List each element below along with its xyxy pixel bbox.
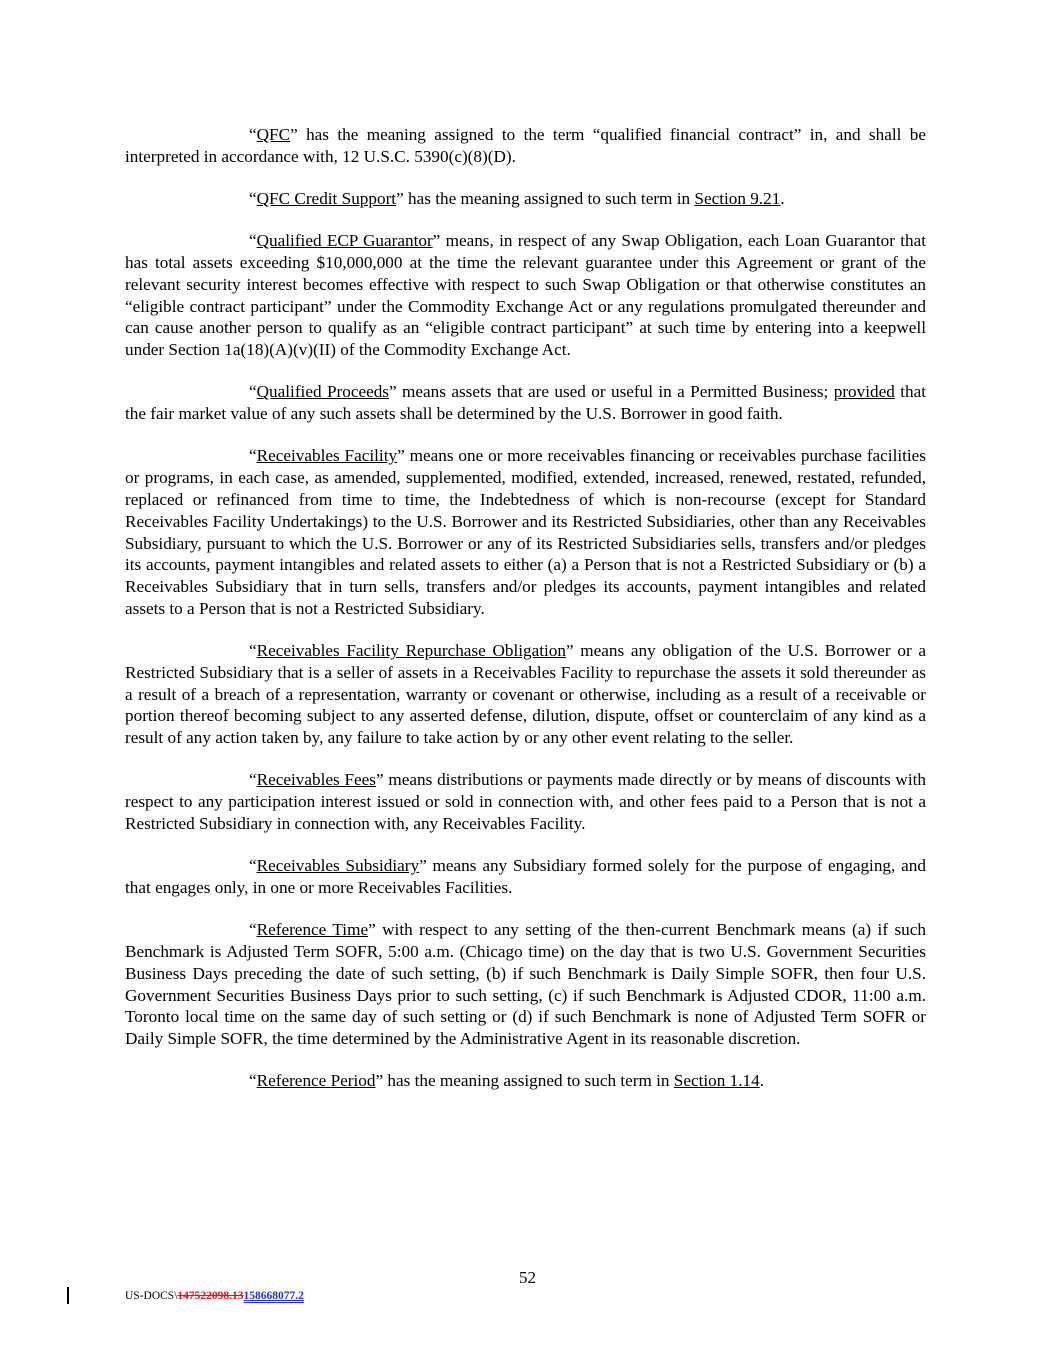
definition-text: ” means any Subsidiary formed solely for the purpose of engaging, and that engages only, in one or more Receivables Facilities. bbox=[125, 856, 926, 898]
definition-qfc: “QFC” has the meaning assigned to the term “qualified financial contract” in, and shall be interpreted in accordance with, 12 U.S.C. 5390(c)(8)(D). bbox=[125, 125, 926, 166]
document-footer-id bbox=[125, 1289, 304, 1303]
definition-qualified-ecp-guarantor: “Qualified ECP Guarantor” means, in respect of any Swap Obligation, each Loan Guarantor that has total assets exceeding $10,000,000 at the time the relevant guarantee under this Agreement or grant of the relevant security interest becomes effective with respect to such Swap Obligation or that otherwise constitutes an “eligible contract participant” under the Commodity Exchange Act or any regulations promulgated thereunder and can cause another person to qualify as an “eligible contract participant” at such time by entering into a keepwell under Section 1a(18)(A)(v)(II) of the Commodity Exchange Act. bbox=[125, 231, 926, 360]
definition-reference-period: “Reference Period” has the meaning assigned to such term in Section 1.14. bbox=[249, 1071, 765, 1091]
definition-text: that the fair market value of any such assets shall be determined by the U.S. Borrower in good faith. bbox=[125, 382, 926, 424]
definition-receivables-facility: “Receivables Facility” means one or more receivables financing or receivables purchase facilities or programs, in each case, as amended, supplemented, modified, extended, increased, renewed, restated, refunded, replaced or refinanced from time to time, the Indebtedness of which is non-recourse (except for Standard Receivables Facility Undertakings) to the U.S. Borrower and its Restricted Subsidiaries, other than any Receivables Subsidiary, pursuant to which the U.S. Borrower or any of its Restricted Subsidiaries sells, transfers and/or pledges its accounts, payment intangibles and related assets to either (a) a Person that is not a Restricted Subsidiary or (b) a Receivables Subsidiary that in turn sells, transfers and/or pledges its accounts, payment intangibles and related assets to a Person that is not a Restricted Subsidiary. bbox=[125, 446, 926, 618]
document-body bbox=[125, 124, 926, 1113]
defined-term: Receivables Subsidiary bbox=[256, 856, 420, 876]
defined-term: Reference Period bbox=[256, 1071, 376, 1091]
defined-term: Receivables Fees bbox=[256, 770, 376, 790]
definition-text: ” with respect to any setting of the then-current Benchmark means (a) if such Benchmark is Adjusted Term SOFR, 5:00 a.m. (Chicago time) on the day that is two U.S. Government Securities Business Days preceding the date of such setting, (b) if such Benchmark is Daily Simple SOFR, then four U.S. Government Securities Business Days prior to such setting, (c) if such Benchmark is Adjusted CDOR, 11:00 a.m. Toronto local time on the same day of such setting or (d) if such Benchmark is none of Adjusted Term SOFR or Daily Simple SOFR, the time determined by the Administrative Agent in its reasonable discretion. bbox=[125, 920, 926, 1049]
definition-text: ” has the meaning assigned to the term “qualified financial contract” in, and shall be interpreted in accordance with, 12 U.S.C. 5390(c)(8)(D). bbox=[125, 125, 926, 166]
definition-text: . bbox=[759, 1071, 765, 1091]
defined-term: Qualified Proceeds bbox=[256, 382, 389, 402]
defined-term: Reference Time bbox=[256, 920, 369, 940]
defined-term: Qualified ECP Guarantor bbox=[256, 231, 433, 251]
proviso-term: provided bbox=[833, 382, 895, 402]
definition-text: ” means assets that are used or useful in a Permitted Business; bbox=[389, 382, 834, 402]
page-number: 52 bbox=[519, 1268, 536, 1287]
definition-reference-time: “Reference Time” with respect to any setting of the then-current Benchmark means (a) if such Benchmark is Adjusted Term SOFR, 5:00 a.m. (Chicago time) on the day that is two U.S. Government Securities Business Days preceding the date of such setting, (b) if such Benchmark is Daily Simple SOFR, then four U.S. Government Securities Business Days prior to such setting, (c) if such Benchmark is Adjusted CDOR, 11:00 a.m. Toronto local time on the same day of such setting or (d) if such Benchmark is none of Adjusted Term SOFR or Daily Simple SOFR, the time determined by the Administrative Agent in its reasonable discretion. bbox=[125, 920, 926, 1049]
defined-term: Receivables Facility Repurchase Obligation bbox=[256, 641, 566, 661]
defined-term: Receivables Facility bbox=[256, 446, 398, 466]
definition-text: ” means any obligation of the U.S. Borrower or a Restricted Subsidiary that is a seller of assets in a Receivables Facility to repurchase the assets it sold thereunder as a result of a breach of a representation, warranty or covenant or otherwise, including as a result of a receivable or portion thereof becoming subject to any asserted defense, dilution, dispute, offset or counterclaim of any kind as a result of any action taken by, any failure to take action by or any other event relating to the seller. bbox=[125, 641, 926, 748]
footer-prefix: US-DOCS\ bbox=[125, 1290, 178, 1302]
footer-inserted-id: 158668077.2 bbox=[243, 1290, 304, 1302]
definition-text: ” has the meaning assigned to such term in bbox=[375, 1071, 674, 1091]
defined-term: QFC Credit Support bbox=[256, 188, 397, 208]
definition-qualified-proceeds: “Qualified Proceeds” means assets that are used or useful in a Permitted Business; provided that the fair market value of any such assets shall be determined by the U.S. Borrower in good faith. bbox=[125, 382, 926, 424]
definition-text: ” means one or more receivables financing or receivables purchase facilities or programs, in each case, as amended, supplemented, modified, extended, increased, renewed, restated, refunded, replaced or refinanced from time to time, the Indebtedness of which is non-recourse (except for Standard Receivables Facility Undertakings) to the U.S. Borrower and its Restricted Subsidiaries, other than any Receivables Subsidiary, pursuant to which the U.S. Borrower or any of its Restricted Subsidiaries sells, transfers and/or pledges its accounts, payment intangibles and related assets to either (a) a Person that is not a Restricted Subsidiary or (b) a Receivables Subsidiary that in turn sells, transfers and/or pledges its accounts, payment intangibles and related assets to a Person that is not a Restricted Subsidiary. bbox=[125, 446, 926, 618]
defined-term: QFC bbox=[256, 125, 291, 144]
section-reference: Section 9.21 bbox=[694, 188, 781, 208]
definition-receivables-facility-repurchase-obligation: “Receivables Facility Repurchase Obligation” means any obligation of the U.S. Borrower or a Restricted Subsidiary that is a seller of assets in a Receivables Facility to repurchase the assets it sold thereunder as a result of a breach of a representation, warranty or covenant or otherwise, including as a result of a receivable or portion thereof becoming subject to any asserted defense, dilution, dispute, offset or counterclaim of any kind as a result of any action taken by, any failure to take action by or any other event relating to the seller. bbox=[125, 641, 926, 748]
definition-text: ” means distributions or payments made directly or by means of discounts with respect to any participation interest issued or sold in connection with, and other fees paid to a Person that is not a Restricted Subsidiary in connection with, any Receivables Facility. bbox=[125, 770, 926, 834]
footer-deleted-id: 147522098.13 bbox=[177, 1290, 244, 1302]
definition-receivables-subsidiary: “Receivables Subsidiary” means any Subsidiary formed solely for the purpose of engaging, and that engages only, in one or more Receivables Facilities. bbox=[125, 856, 926, 898]
definition-receivables-fees: “Receivables Fees” means distributions or payments made directly or by means of discounts with respect to any participation interest issued or sold in connection with, and other fees paid to a Person that is not a Restricted Subsidiary in connection with, any Receivables Facility. bbox=[125, 770, 926, 834]
definition-text: ” means, in respect of any Swap Obligation, each Loan Guarantor that has total assets exceeding $10,000,000 at the time the relevant guarantee under this Agreement or grant of the relevant security interest becomes effective with respect to such Swap Obligation or that otherwise constitutes an “eligible contract participant” under the Commodity Exchange Act or any regulations promulgated thereunder and can cause another person to qualify as an “eligible contract participant” at such time by entering into a keepwell under Section 1a(18)(A)(v)(II) of the Commodity Exchange Act. bbox=[125, 231, 926, 360]
definition-text: . bbox=[780, 188, 785, 208]
section-reference: Section 1.14 bbox=[673, 1071, 760, 1091]
definition-qfc-credit-support: “QFC Credit Support” has the meaning assigned to such term in Section 9.21. bbox=[249, 188, 785, 208]
change-bar bbox=[67, 1287, 69, 1304]
definition-text: ” has the meaning assigned to such term in bbox=[396, 188, 695, 208]
